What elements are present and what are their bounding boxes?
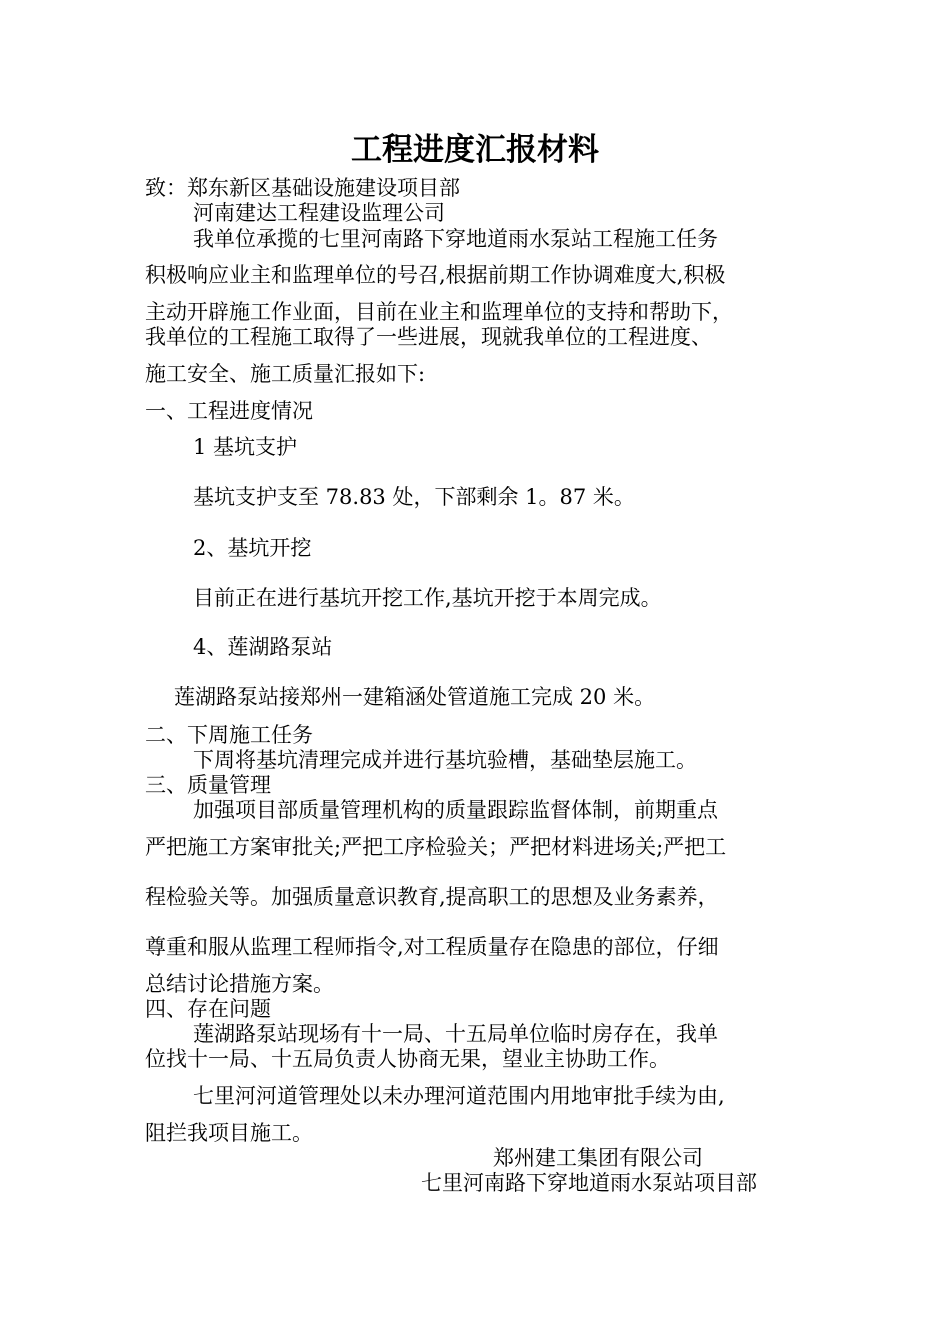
addressee-line-2: 河南建达工程建设监理公司 [193,201,445,225]
item-4-title: 4、莲湖路泵站 [193,635,333,659]
intro-line-3: 主动开辟施工作业面，目前在业主和监理单位的支持和帮助下， [145,300,733,324]
signature-company: 郑州建工集团有限公司 [493,1146,703,1170]
item-2-text: 目前正在进行基坑开挖工作,基坑开挖于本周完成。 [193,586,662,610]
section-1-heading: 一、工程进度情况 [145,399,313,423]
intro-line-2: 积极响应业主和监理单位的号召,根据前期工作协调难度大,积极 [145,263,726,287]
section-4-heading: 四、存在问题 [145,997,271,1021]
section-3-line-1: 加强项目部质量管理机构的质量跟踪监督体制，前期重点 [193,798,718,822]
item-1-title: 1 基坑支护 [193,435,298,459]
section-2-heading: 二、下周施工任务 [145,723,313,747]
intro-line-1: 我单位承揽的七里河南路下穿地道雨水泵站工程施工任务 [193,227,718,251]
section-4-line-4: 阻拦我项目施工。 [145,1121,313,1145]
section-3-line-2: 严把施工方案审批关;严把工序检验关；严把材料进场关;严把工 [145,835,727,859]
section-3-line-3: 程检验关等。加强质量意识教育,提高职工的思想及业务素养， [145,885,719,909]
section-4-line-2: 位找十一局、十五局负责人协商无果，望业主协助工作。 [145,1047,670,1071]
section-4-line-3: 七里河河道管理处以未办理河道范围内用地审批手续为由, [193,1084,725,1108]
section-2-text: 下周将基坑清理完成并进行基坑验槽，基础垫层施工。 [193,748,697,772]
section-3-heading: 三、质量管理 [145,773,271,797]
item-4-text: 莲湖路泵站接郑州一建箱涵处管道施工完成 20 米。 [174,685,656,709]
addressee-line-1: 致：郑东新区基础设施建设项目部 [145,176,460,200]
signature-project-dept: 七里河南路下穿地道雨水泵站项目部 [421,1171,757,1195]
section-3-line-4: 尊重和服从监理工程师指令,对工程质量存在隐患的部位，仔细 [145,935,719,959]
section-4-line-1: 莲湖路泵站现场有十一局、十五局单位临时房存在，我单 [193,1022,718,1046]
intro-line-4: 我单位的工程施工取得了一些进展，现就我单位的工程进度、 [145,325,712,349]
section-3-line-5: 总结讨论措施方案。 [145,972,334,996]
document-title: 工程进度汇报材料 [351,132,599,168]
intro-line-5: 施工安全、施工质量汇报如下: [145,362,426,386]
item-2-title: 2、基坑开挖 [193,536,312,560]
item-1-text: 基坑支护支至 78.83 处，下部剩余 1。87 米。 [193,485,635,509]
